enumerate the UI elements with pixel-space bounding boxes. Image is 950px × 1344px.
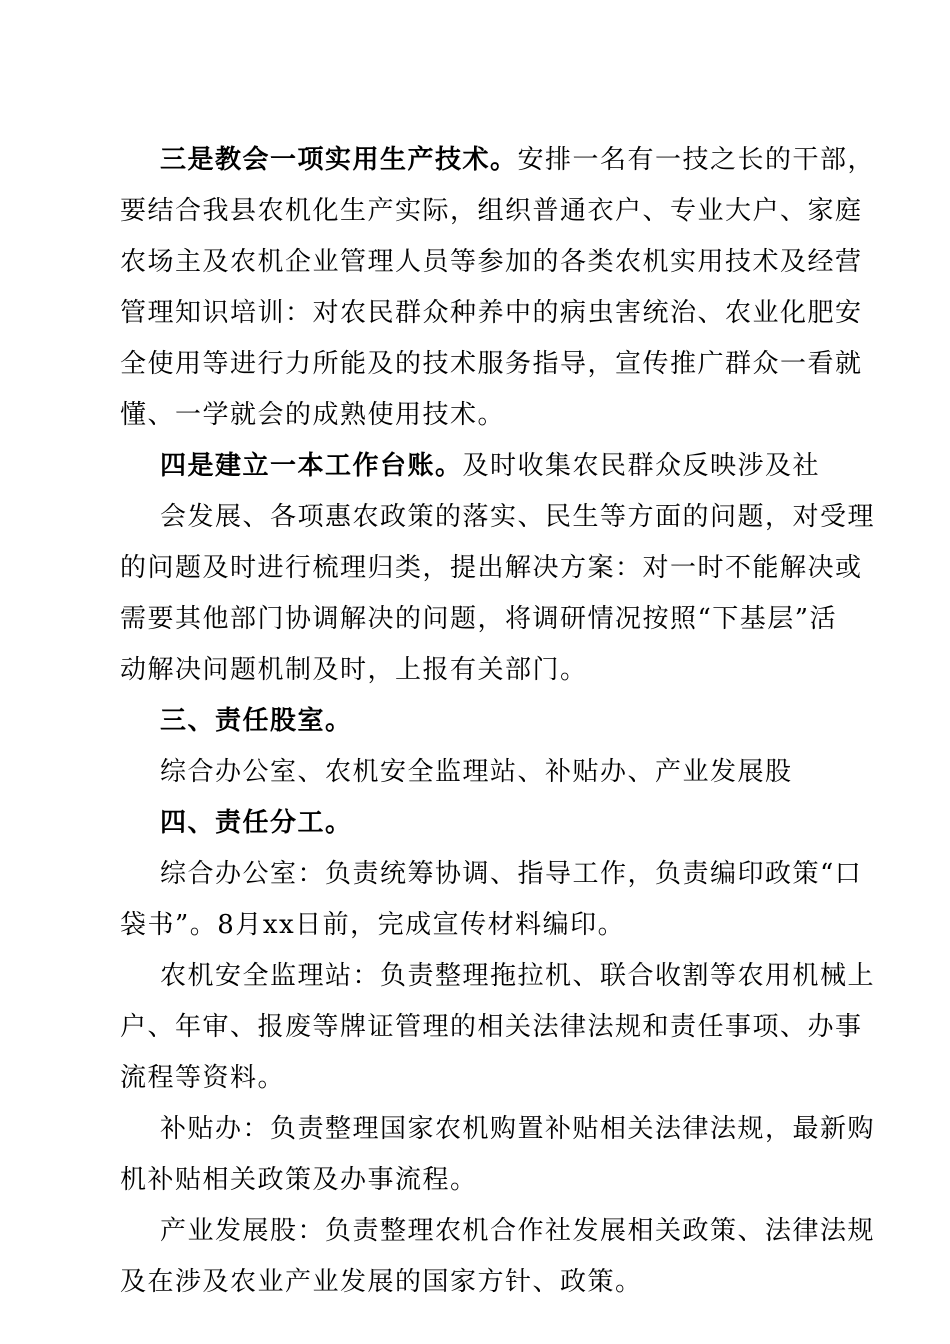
paragraph-line: 机补贴相关政策及办事流程。 [120, 1165, 478, 1195]
paragraph-line: 农机安全监理站：负责整理拖拉机、联合收割等农用机械上 [160, 961, 876, 991]
paragraph-line: 全使用等进行力所能及的技术服务指导，宣传推广群众一看就 [120, 349, 863, 379]
section-heading: 四、责任分工。 [160, 808, 353, 838]
paragraph-line: 农场主及农机企业管理人员等参加的各类农机实用技术及经营 [120, 247, 863, 277]
paragraph-text: 安排一名有一技之长的干部， [517, 145, 876, 175]
paragraph-lead: 四是建立一本工作台账。 [160, 451, 463, 481]
paragraph-line: 会发展、各项惠农政策的落实、民生等方面的问题，对受理 [160, 502, 876, 532]
paragraph-line: 户、年审、报废等牌证管理的相关法律法规和责任事项、办事 [120, 1012, 863, 1042]
paragraph-text: 及时收集农民群众反映涉及社 [462, 451, 821, 481]
paragraph-line [160, 453, 820, 479]
paragraph-lead: 三是教会一项实用生产技术。 [160, 145, 518, 175]
paragraph-line: 及在涉及农业产业发展的国家方针、政策。 [120, 1267, 643, 1297]
section-heading: 三、责任股室。 [160, 706, 353, 736]
paragraph-line: 需要其他部门协调解决的问题，将调研情况按照“下基层”活 [120, 604, 838, 634]
paragraph-line: 管理知识培训：对农民群众种养中的病虫害统治、农业化肥安 [120, 298, 863, 328]
paragraph-line: 的问题及时进行梳理归类，提出解决方案：对一时不能解决或 [120, 553, 863, 583]
paragraph-line: 综合办公室：负责统筹协调、指导工作，负责编印政策“口 [160, 859, 863, 889]
paragraph-line: 产业发展股：负责整理农机合作社发展相关政策、法律法规 [160, 1216, 876, 1246]
paragraph-line [160, 147, 875, 173]
paragraph-line: 流程等资料。 [120, 1063, 286, 1093]
paragraph-line: 懂、一学就会的成熟使用技术。 [120, 400, 506, 430]
paragraph-line: 要结合我县农机化生产实际，组织普通衣户、专业大户、家庭 [120, 196, 863, 226]
paragraph-line: 补贴办：负责整理国家农机购置补贴相关法律法规，最新购 [160, 1114, 876, 1144]
paragraph-line: 综合办公室、农机安全监理站、补贴办、产业发展股 [160, 757, 793, 787]
paragraph-line: 袋书”。8月xx日前，完成宣传材料编印。 [120, 910, 626, 940]
paragraph-line: 动解决问题机制及时，上报有关部门。 [120, 655, 588, 685]
